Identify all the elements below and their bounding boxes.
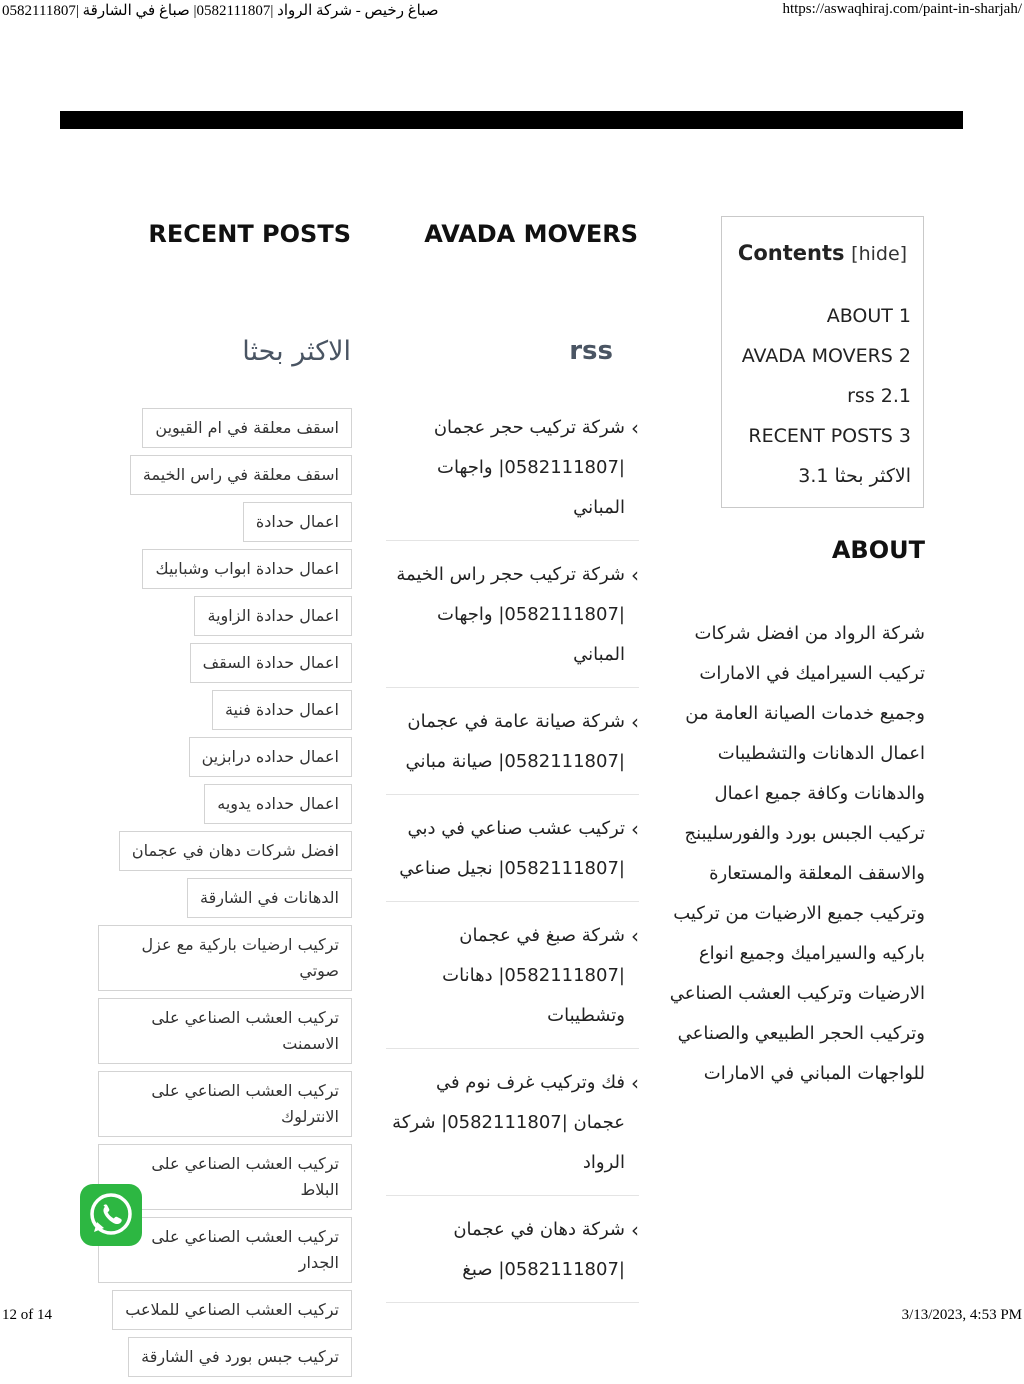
print-header-title: 0582111807| صباغ رخيص - شركة الرواد |0582111807| صباغ في الشارقة xyxy=(2,3,439,19)
tag-link[interactable]: اسقف معلقة في راس الخيمة xyxy=(130,455,352,495)
most-searched-heading: الاكثر بحثا xyxy=(242,336,351,367)
toc-hide-link[interactable]: [hide] xyxy=(851,243,908,265)
post-link[interactable] xyxy=(386,555,639,675)
about-heading: ABOUT xyxy=(831,536,925,564)
rss-heading: rss xyxy=(569,336,613,366)
table-of-contents xyxy=(721,216,924,508)
list-item xyxy=(386,408,639,541)
tag-link[interactable]: تركيب العشب الصناعي على الاسمنت xyxy=(98,998,352,1064)
tag-link[interactable]: اسقف معلقة في ام القيوين xyxy=(142,408,352,448)
tag-link[interactable]: تركيب جبس بورد في الشارقة xyxy=(128,1337,352,1377)
chevron-right-icon: › xyxy=(631,710,639,734)
post-title: شركة صبغ في عجمان |0582111807| دهانات وتشطيبات xyxy=(442,925,625,1026)
post-link[interactable] xyxy=(386,916,639,1036)
page-counter: 12 of 14 xyxy=(2,1307,52,1323)
avada-movers-heading: AVADA MOVERS xyxy=(424,220,638,248)
tag-link[interactable]: افضل شركات دهان في عجمان xyxy=(119,831,352,871)
tag-link[interactable]: اعمال حدادة xyxy=(243,502,352,542)
black-banner-bar xyxy=(60,111,963,129)
tag-link[interactable]: اعمال حداده درابزين xyxy=(189,737,352,777)
tag-link[interactable]: تركيب العشب الصناعي للملاعب xyxy=(112,1290,352,1330)
toc-item[interactable]: AVADA MOVERS 2 xyxy=(741,345,911,367)
post-title: فك وتركيب غرف نوم في عجمان |0582111807| شركة الرواد xyxy=(392,1072,625,1173)
toc-item[interactable]: 3.1 الاكثر بحثا xyxy=(798,465,911,487)
tag-link[interactable]: اعمال حدادة الزاوية xyxy=(194,596,352,636)
print-header-url: https://aswaqhiraj.com/paint-in-sharjah/ xyxy=(782,1,1022,17)
list-item xyxy=(386,1063,639,1196)
recent-posts-heading: RECENT POSTS xyxy=(148,220,351,248)
print-timestamp: 3/13/2023, 4:53 PM xyxy=(901,1307,1022,1323)
rss-post-list xyxy=(386,408,639,1317)
tag-link[interactable]: تركيب ارضيات باركية مع عزل صوتي xyxy=(98,925,352,991)
toc-list xyxy=(742,301,911,501)
tag-link[interactable]: اعمال حدادة فنية xyxy=(212,690,352,730)
chevron-right-icon: › xyxy=(631,1218,639,1242)
toc-item[interactable]: ABOUT 1 xyxy=(826,305,911,327)
tag-link[interactable]: اعمال حداده يدويه xyxy=(204,784,352,824)
toc-header xyxy=(722,241,923,265)
chevron-right-icon: › xyxy=(631,924,639,948)
post-link[interactable] xyxy=(386,809,639,889)
print-footer xyxy=(0,1306,1024,1326)
post-link[interactable] xyxy=(386,1063,639,1183)
post-title: شركة دهان في عجمان |0582111807| صبغ xyxy=(453,1219,625,1280)
whatsapp-button[interactable] xyxy=(80,1184,142,1246)
post-link[interactable] xyxy=(386,408,639,528)
print-header xyxy=(0,0,1024,20)
tag-link[interactable]: اعمال حدادة ابواب وشبابيك xyxy=(142,549,352,589)
post-title: تركيب عشب صناعي في دبي |0582111807| نجيل صناعي xyxy=(399,818,625,879)
list-item xyxy=(386,916,639,1049)
tag-link[interactable]: تركيب العشب الصناعي على البلاط xyxy=(98,1144,352,1210)
chevron-right-icon: › xyxy=(631,416,639,440)
post-link[interactable] xyxy=(386,1210,639,1290)
whatsapp-icon xyxy=(80,1184,142,1246)
chevron-right-icon: › xyxy=(631,563,639,587)
list-item xyxy=(386,1210,639,1303)
list-item xyxy=(386,809,639,902)
list-item xyxy=(386,702,639,795)
toc-item[interactable]: RECENT POSTS 3 xyxy=(748,425,911,447)
toc-title: Contents xyxy=(737,241,845,265)
post-title: شركة صيانة عامة في عجمان |0582111807| صيانة مباني xyxy=(405,711,625,772)
tag-link[interactable]: تركيب العشب الصناعي على الانترلوك xyxy=(98,1071,352,1137)
tag-link[interactable]: اعمال حدادة السقف xyxy=(190,643,352,683)
post-title: شركة تركيب حجر راس الخيمة |0582111807| واجهات المباني xyxy=(396,564,625,665)
tag-link[interactable]: الدهانات في الشارقة xyxy=(187,878,352,918)
post-title: شركة تركيب حجر عجمان |0582111807| واجهات المباني xyxy=(433,417,625,518)
about-text: شركة الرواد من افضل شركات تركيب السيراميك في الامارات وجميع خدمات الصيانة العامة من اعمال الدهانات والتشطيبات والدهانات وكافة جميع اعمال تركيب الجبس بورد والفورسليبنج والاسقف المعلقة والمستعارة وتركيب جميع الارضيات من تركيب باركيه والسيراميك وجميع انواع الارضيات وتركيب العشب الصناعي وتركيب الحجر الطبيعي والصناعي للواجهات المباني في الامارات xyxy=(669,623,925,1084)
list-item xyxy=(386,555,639,688)
toc-item[interactable]: rss 2.1 xyxy=(847,385,911,407)
chevron-right-icon: › xyxy=(631,817,639,841)
tag-link[interactable]: تركيب العشب الصناعي على الجدار xyxy=(98,1217,352,1283)
chevron-right-icon: › xyxy=(631,1071,639,1095)
post-link[interactable] xyxy=(386,702,639,782)
